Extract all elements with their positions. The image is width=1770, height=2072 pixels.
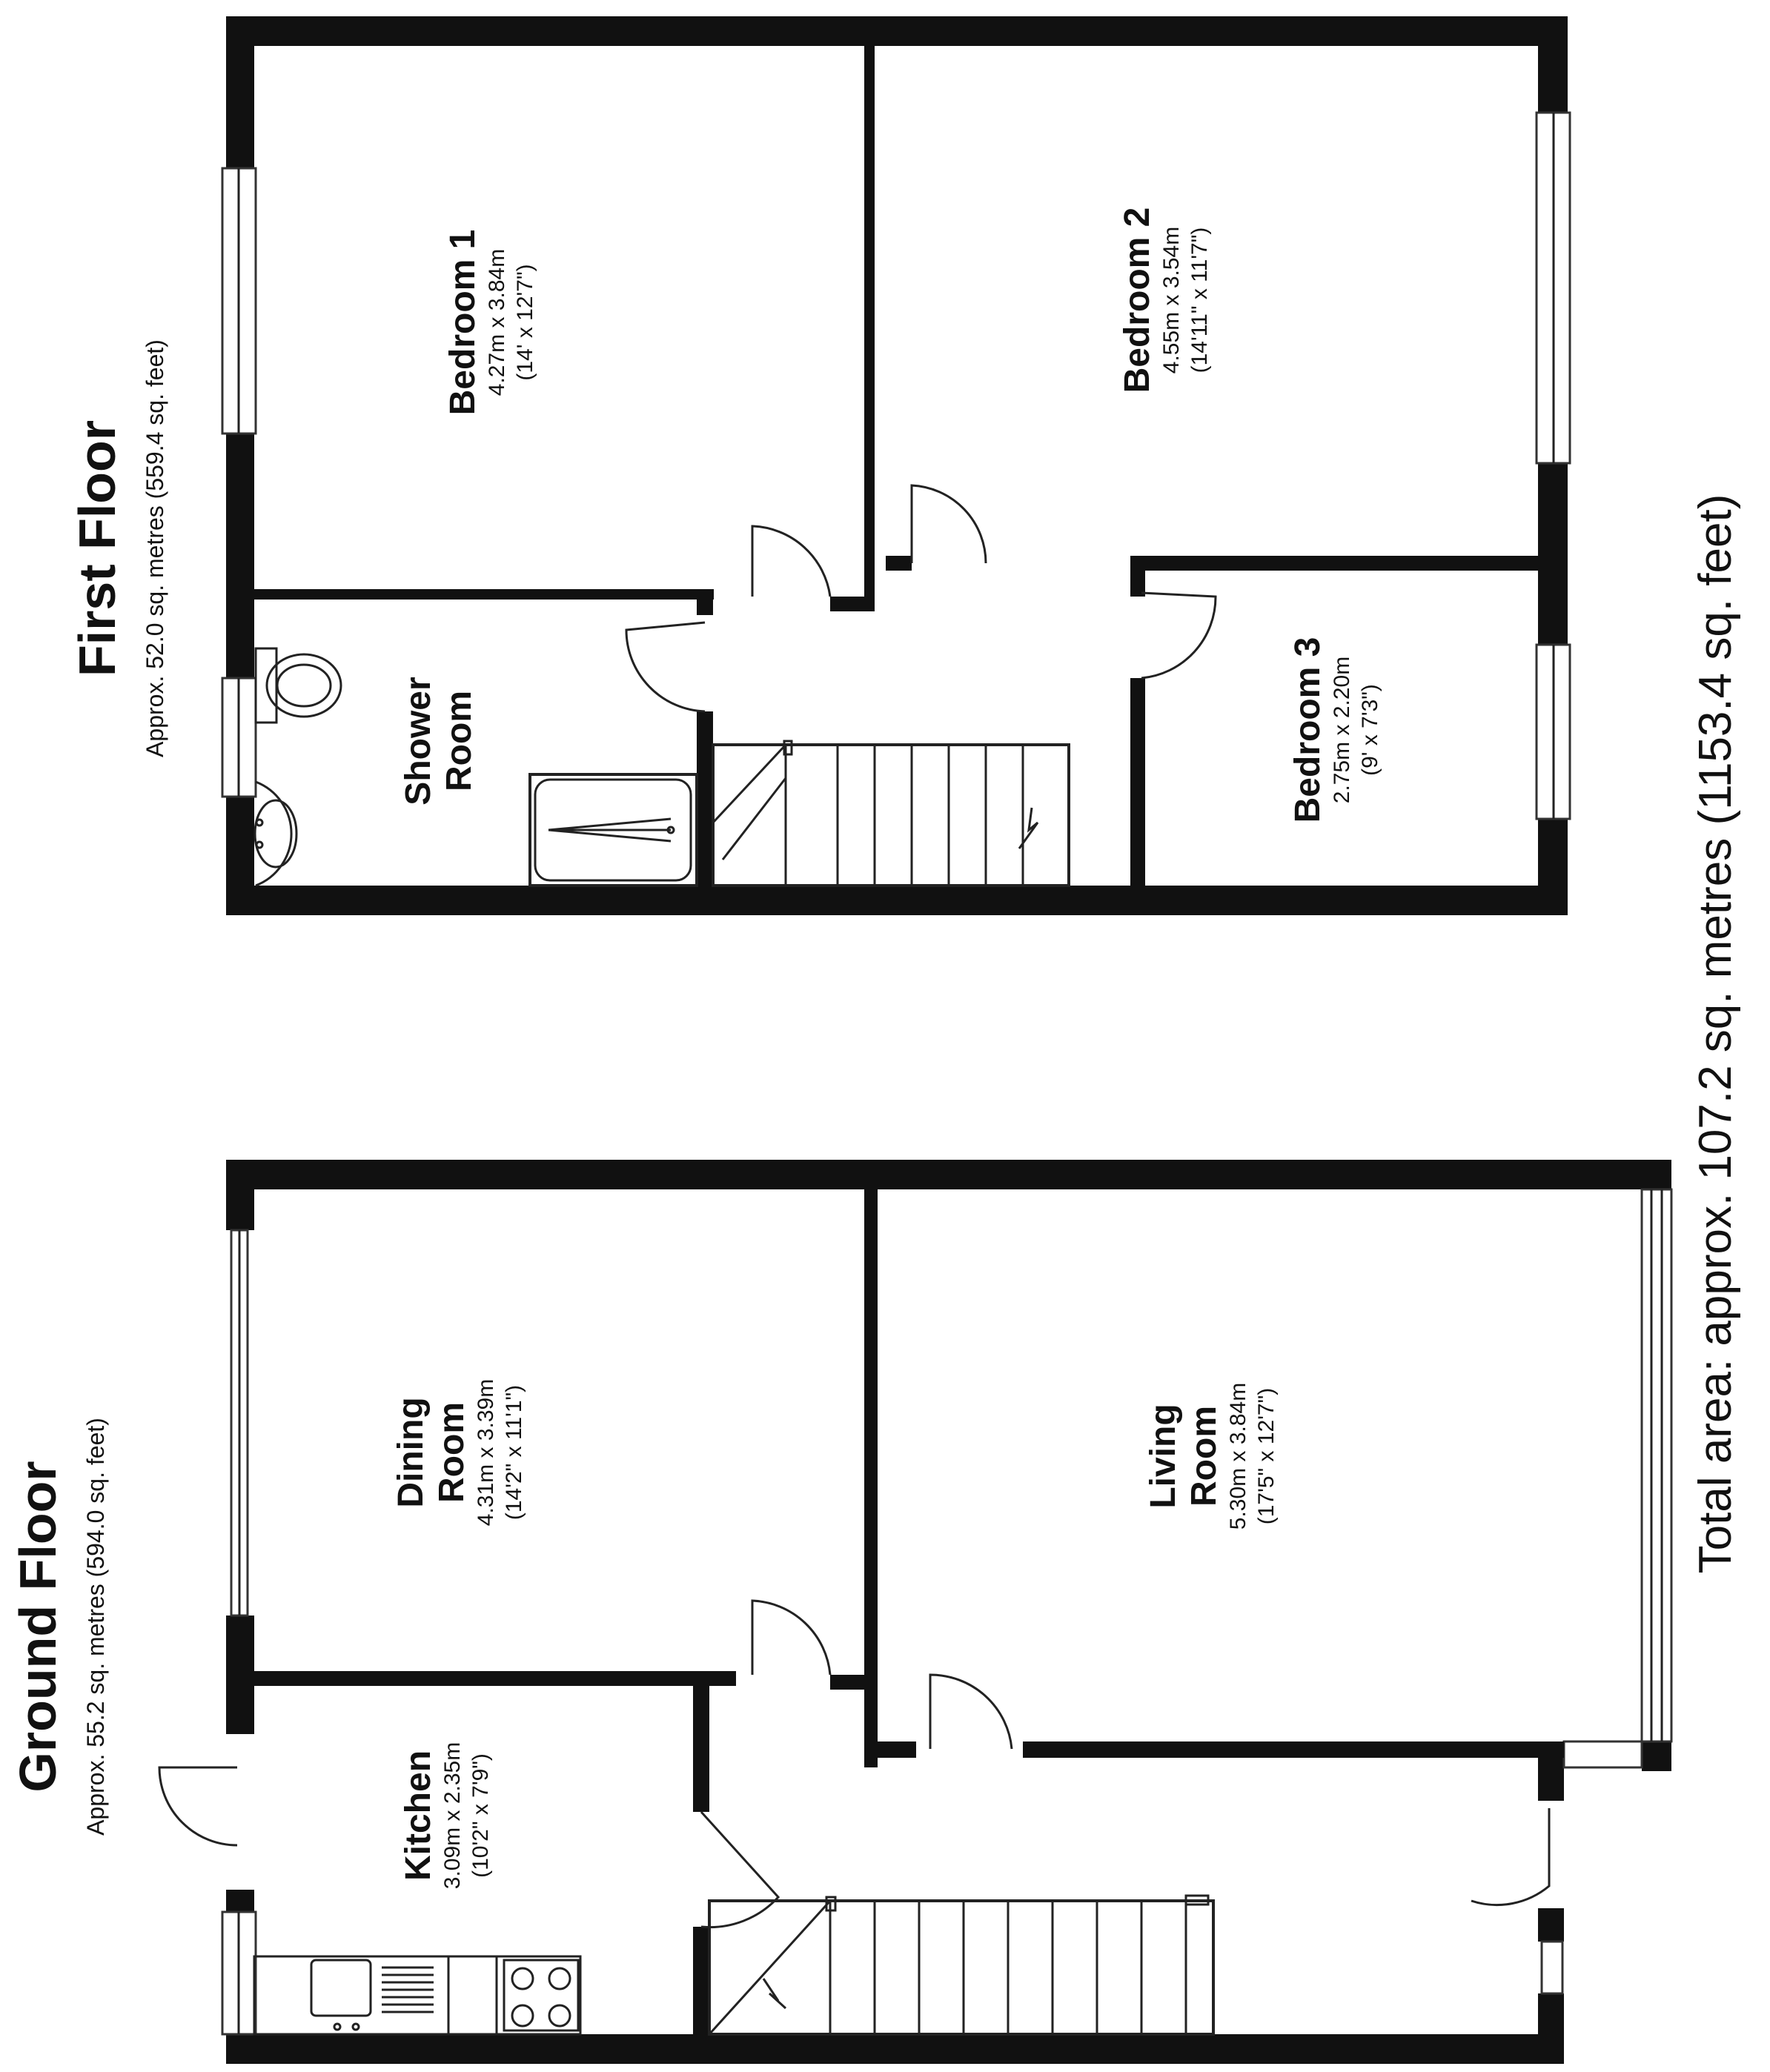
gf-wall-kitchen-hall-2 xyxy=(693,1927,709,2034)
ff-door-shower xyxy=(626,622,705,711)
dining-room-metric: 4.31m x 3.39m xyxy=(474,1378,498,1527)
bedroom2-imperial: (14'11" x 11'7") xyxy=(1187,227,1212,373)
gf-wall-left-2 xyxy=(226,1616,254,1734)
ff-toilet xyxy=(256,648,341,723)
gf-wall-kitchen-hall-1 xyxy=(693,1675,709,1812)
ff-wall-right-3 xyxy=(1538,819,1568,915)
ff-shower-tray xyxy=(530,774,697,886)
kitchen-metric: 3.09m x 2.35m xyxy=(440,1741,465,1890)
first-floor-title: First Floor xyxy=(68,419,126,677)
bedroom1-metric: 4.27m x 3.84m xyxy=(485,248,509,396)
gf-wall-top xyxy=(226,1160,1671,1189)
ff-wall-bed1-stub xyxy=(697,589,713,615)
gf-door-dining xyxy=(752,1601,830,1675)
gf-wall-dining-hall-stub xyxy=(830,1675,875,1690)
ff-wall-left-1 xyxy=(226,16,254,168)
ground-floor-plan xyxy=(9,1160,1671,2064)
bedroom2-metric: 4.55m x 3.54m xyxy=(1159,226,1184,374)
gf-wall-living-hall xyxy=(1023,1741,1564,1758)
ff-wall-right-1 xyxy=(1538,16,1568,113)
ff-door-bedroom2 xyxy=(912,485,986,563)
dining-room-imperial: (14'2" x 11'1") xyxy=(502,1384,526,1521)
gf-wall-left-3 xyxy=(226,1890,254,1912)
kitchen-name: Kitchen xyxy=(399,1750,438,1882)
gf-wall-right-top xyxy=(1642,1160,1671,1189)
ff-wall-right-2 xyxy=(1538,463,1568,645)
gf-door-kitchen xyxy=(701,1812,778,1927)
ff-wall-shower-landing-2 xyxy=(697,726,713,888)
bedroom1-name: Bedroom 1 xyxy=(443,229,483,416)
gf-window-hall xyxy=(1542,1942,1562,1993)
first-floor-area: Approx. 52.0 sq. metres (559.4 sq. feet) xyxy=(142,339,168,757)
shower-room-name-2: Room xyxy=(440,691,479,791)
ground-floor-title: Ground Floor xyxy=(9,1461,67,1793)
ff-wall-top xyxy=(226,16,1568,46)
ff-door-bedroom1 xyxy=(752,526,830,597)
total-area: Total area: approx. 107.2 sq. metres (1153.4 sq. feet) xyxy=(1690,494,1741,1574)
living-room-imperial: (17'5" x 12'7") xyxy=(1254,1387,1279,1525)
gf-window-porch xyxy=(1564,1741,1642,1767)
gf-kitchen-sink xyxy=(311,1960,434,2030)
gf-hob xyxy=(504,1960,578,2031)
ff-wall-left-2 xyxy=(226,434,254,678)
gf-wall-porch-mid xyxy=(1538,1908,1564,1942)
gf-staircase xyxy=(709,1896,1213,2034)
ff-door-bedroom3 xyxy=(1141,593,1216,678)
ff-wall-bed3-landing-2 xyxy=(1130,678,1145,888)
gf-door-living xyxy=(930,1675,1012,1749)
gf-door-back xyxy=(159,1767,237,1845)
bedroom3-imperial: (9' x 7'3") xyxy=(1358,684,1382,776)
living-room-name-1: Living xyxy=(1144,1404,1183,1509)
gf-wall-living-hall-stub xyxy=(864,1741,916,1758)
bedroom3-name: Bedroom 3 xyxy=(1288,637,1328,823)
bedroom2-name: Bedroom 2 xyxy=(1118,207,1157,394)
shower-room-name-1: Shower xyxy=(399,677,438,806)
kitchen-imperial: (10'2" x 7'9") xyxy=(468,1753,493,1878)
ff-wall-bed2-stub xyxy=(886,556,912,571)
gf-wall-porch-bottom xyxy=(1538,1993,1564,2064)
gf-wall-left-1 xyxy=(226,1160,254,1230)
dining-room-name-2: Room xyxy=(432,1402,471,1503)
ff-basin xyxy=(255,782,296,886)
gf-door-front xyxy=(1471,1808,1549,1905)
dining-room-name-1: Dining xyxy=(391,1397,431,1508)
living-room-name-2: Room xyxy=(1184,1406,1224,1507)
bedroom3-metric: 2.75m x 2.20m xyxy=(1330,656,1354,804)
bedroom1-imperial: (14' x 12'7") xyxy=(513,264,537,381)
gf-wall-right-bay xyxy=(1642,1741,1671,1771)
ff-wall-bed2-bed3 xyxy=(1130,556,1568,571)
ground-floor-area: Approx. 55.2 sq. metres (594.0 sq. feet) xyxy=(82,1418,109,1836)
first-floor-plan xyxy=(68,16,1570,915)
living-room-metric: 5.30m x 3.84m xyxy=(1226,1382,1250,1530)
gf-bay-window xyxy=(1642,1189,1671,1741)
ff-wall-bed1-landing xyxy=(830,597,875,611)
ff-staircase xyxy=(713,741,1069,886)
ff-wall-bed1-bed2 xyxy=(864,46,875,609)
gf-wall-bottom xyxy=(226,2034,1560,2064)
ff-wall-bed1-shower xyxy=(254,589,714,600)
ff-wall-bottom xyxy=(226,886,1568,915)
gf-wall-dining-kitchen xyxy=(254,1671,736,1686)
